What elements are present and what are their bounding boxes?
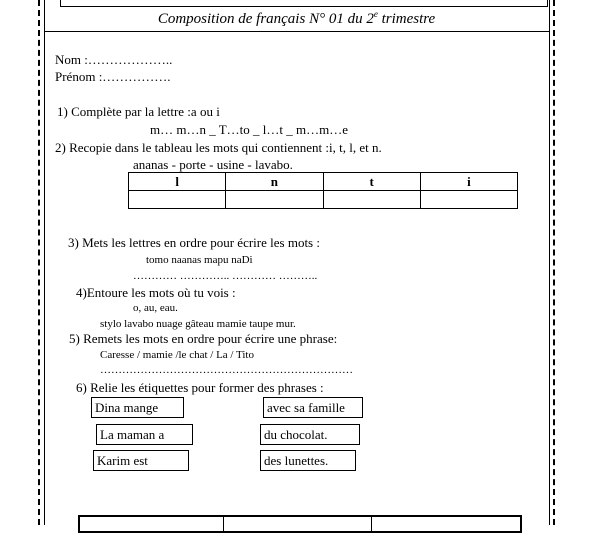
header-box-edge [60, 0, 548, 7]
column-header-l: l [129, 173, 226, 191]
bottom-table-divider [371, 517, 372, 531]
ex6-heading: 6) Relie les étiquettes pour former des phrases : [76, 380, 324, 395]
table-answer-row[interactable] [129, 191, 518, 209]
label-la-maman[interactable]: La maman a [96, 424, 193, 445]
answer-cell-t[interactable] [323, 191, 420, 209]
ex5-blank[interactable]: …………………………………………………………… [100, 364, 353, 376]
ex3-words: tomo naanas mapu naDi [146, 254, 253, 266]
label-avec-sa-famille[interactable]: avec sa famille [263, 397, 363, 418]
ex2-words: ananas - porte - usine - lavabo. [133, 157, 293, 172]
nom-field[interactable]: Nom :……………….. [55, 52, 173, 67]
label-karim-est[interactable]: Karim est [93, 450, 189, 471]
right-frame-line [549, 0, 550, 525]
table-header-row [129, 173, 518, 191]
label-du-chocolat[interactable]: du chocolat. [260, 424, 360, 445]
left-frame-line [44, 0, 45, 525]
label-des-lunettes[interactable]: des lunettes. [260, 450, 356, 471]
right-dashed-border [553, 0, 558, 525]
ex4-heading: 4)Entoure les mots où tu vois : [76, 285, 236, 300]
label-dina-mange[interactable]: Dina mange [91, 397, 184, 418]
title-prefix: Composition de français N° 01 du 2 [157, 11, 374, 27]
ex1-heading: 1) Complète par la lettre :a ou i [57, 104, 220, 119]
ex5-words: Caresse / mamie /le chat / La / Tito [100, 349, 254, 361]
bottom-table-divider [223, 517, 224, 531]
column-header-n: n [226, 173, 323, 191]
answer-cell-l[interactable] [129, 191, 226, 209]
page-title [44, 9, 549, 28]
sort-table [128, 172, 518, 209]
ex4-words[interactable]: stylo lavabo nuage gâteau mamie taupe mur. [100, 318, 296, 330]
column-header-t: t [323, 173, 420, 191]
title-sup: e [373, 9, 378, 19]
title-suffix: trimestre [377, 11, 436, 27]
ex3-blanks[interactable]: ………… ………….. ………… ……….. [133, 270, 318, 282]
bottom-table-edge [78, 515, 522, 533]
column-header-i: i [420, 173, 517, 191]
ex1-words: m… m…n _ T…to _ l…t _ m…m…e [150, 122, 349, 137]
ex5-heading: 5) Remets les mots en ordre pour écrire une phrase: [69, 331, 338, 346]
ex2-heading: 2) Recopie dans le tableau les mots qui contiennent :i, t, l, et n. [55, 140, 382, 155]
answer-cell-n[interactable] [226, 191, 323, 209]
left-dashed-border [38, 0, 43, 525]
answer-cell-i[interactable] [420, 191, 517, 209]
prenom-field[interactable]: Prénom :……………. [55, 69, 171, 84]
ex4-sounds: o, au, eau. [133, 302, 178, 314]
ex3-heading: 3) Mets les lettres en ordre pour écrire les mots : [68, 235, 320, 250]
